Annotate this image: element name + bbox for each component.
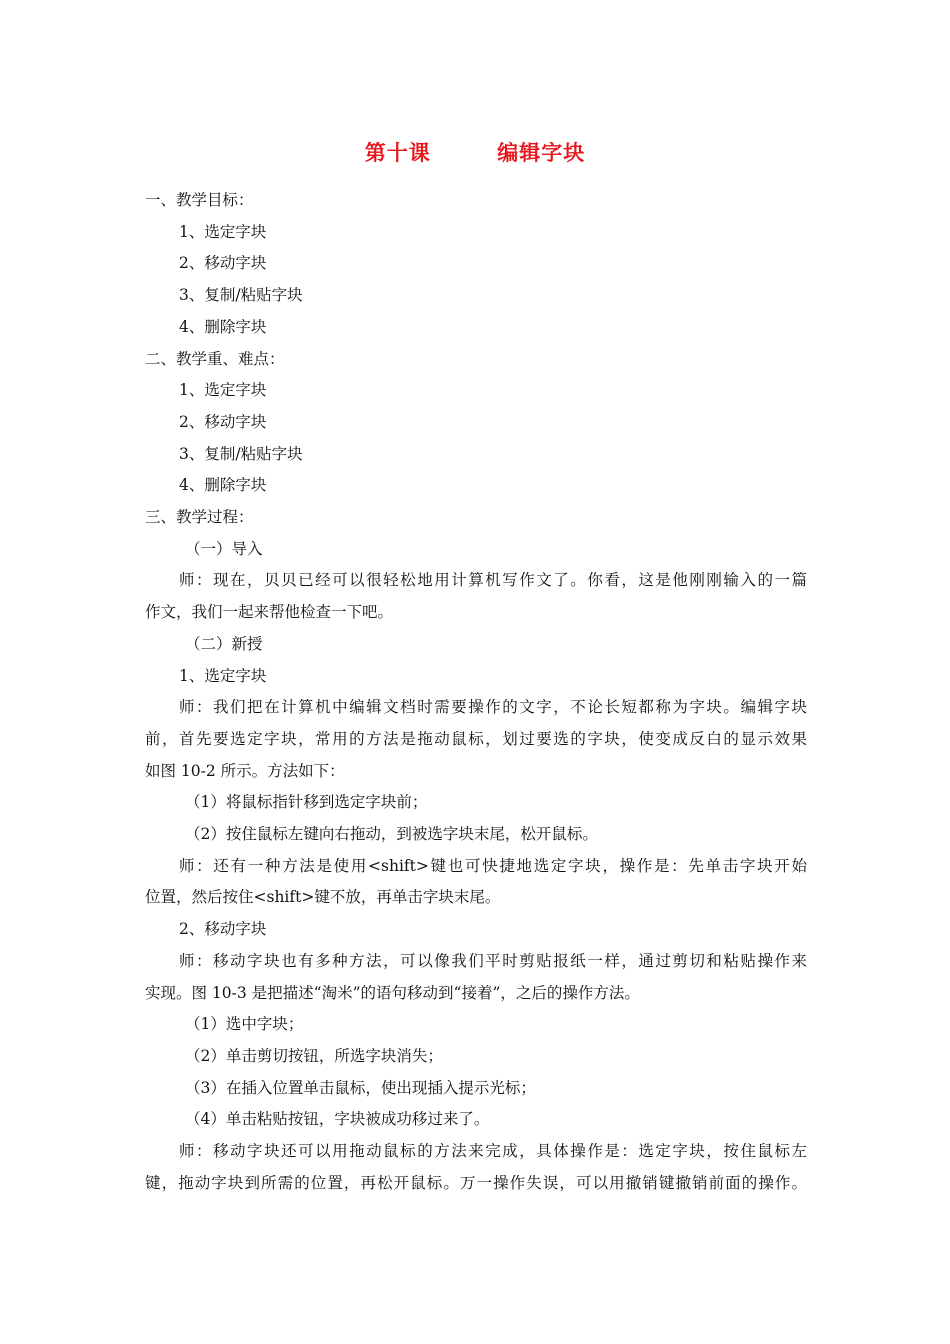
paragraph-line: 键，拖动字块到所需的位置，再松开鼠标。万一操作失误，可以用撤销键撤销前面的操作。 bbox=[145, 1173, 807, 1192]
paragraph-line: 位置，然后按住<shift>键不放，再单击字块末尾。 bbox=[145, 888, 501, 907]
step-item: （1）选中字块； bbox=[185, 1015, 304, 1034]
paragraph-line: 师：移动字块还可以用拖动鼠标的方法来完成，具体操作是：选定字块，按住鼠标左 bbox=[179, 1142, 807, 1161]
subsection-heading-new: （二）新授 bbox=[185, 634, 263, 653]
step-item: （4）单击粘贴按钮，字块被成功移过来了。 bbox=[185, 1110, 490, 1129]
key-point-item: 1、选定字块 bbox=[179, 381, 267, 400]
step-item: （1）将鼠标指针移到选定字块前； bbox=[185, 793, 428, 812]
paragraph-line: 实现。图 10-3 是把描述“淘米”的语句移动到“接着”，之后的操作方法。 bbox=[145, 983, 640, 1002]
objective-item: 3、复制/粘贴字块 bbox=[179, 286, 303, 305]
step-item: （2）按住鼠标左键向右拖动，到被选字块末尾，松开鼠标。 bbox=[185, 825, 598, 844]
topic-heading-move: 2、移动字块 bbox=[179, 920, 267, 939]
key-point-item: 2、移动字块 bbox=[179, 412, 267, 431]
subsection-heading-intro: （一）导入 bbox=[185, 539, 263, 558]
section-heading-key-points: 二、教学重、难点： bbox=[145, 349, 285, 368]
paragraph-line: 如图 10-2 所示。方法如下： bbox=[145, 761, 345, 780]
paragraph-line: 前，首先要选定字块，常用的方法是拖动鼠标，划过要选的字块，使变成反白的显示效果 bbox=[145, 729, 807, 748]
step-item: （3）在插入位置单击鼠标，使出现插入提示光标； bbox=[185, 1078, 536, 1097]
key-point-item: 3、复制/粘贴字块 bbox=[179, 444, 303, 463]
paragraph-line: 师：我们把在计算机中编辑文档时需要操作的文字，不论长短都称为字块。编辑字块 bbox=[179, 698, 807, 717]
key-point-item: 4、删除字块 bbox=[179, 476, 267, 495]
section-heading-objectives: 一、教学目标： bbox=[145, 191, 254, 209]
objective-item: 2、移动字块 bbox=[179, 254, 267, 273]
objective-item: 4、删除字块 bbox=[179, 317, 267, 336]
paragraph-line: 作文，我们一起来帮他检查一下吧。 bbox=[145, 603, 394, 622]
paragraph-line: 师：还有一种方法是使用<shift>键也可快捷地选定字块，操作是：先单击字块开始 bbox=[179, 856, 807, 875]
step-item: （2）单击剪切按钮，所选字块消失； bbox=[185, 1046, 443, 1065]
document-title: 第十课 编辑字块 bbox=[364, 140, 586, 165]
topic-heading-select: 1、选定字块 bbox=[179, 666, 267, 685]
section-heading-process: 三、教学过程： bbox=[145, 508, 254, 527]
document-body bbox=[145, 185, 807, 1200]
paragraph-line: 师：现在，贝贝已经可以很轻松地用计算机写作文了。你看，这是他刚刚输入的一篇 bbox=[179, 571, 807, 590]
objective-item: 1、选定字块 bbox=[179, 222, 267, 241]
paragraph-line: 师：移动字块也有多种方法，可以像我们平时剪贴报纸一样，通过剪切和粘贴操作来 bbox=[179, 951, 807, 970]
